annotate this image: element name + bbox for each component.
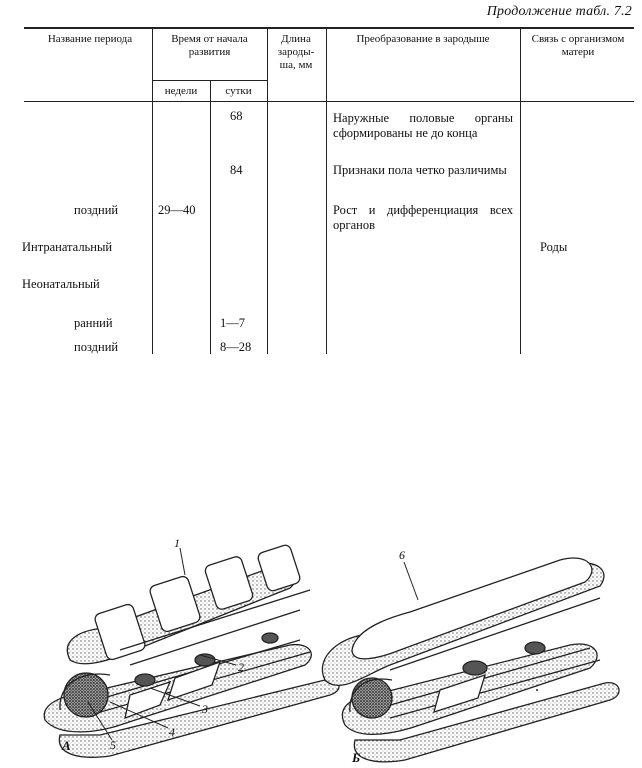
marker-6: 6 xyxy=(399,548,405,562)
header-connection: Связь с организмом матери xyxy=(531,33,625,58)
header-days: сутки xyxy=(225,85,252,97)
header-transformation: Преобразование в зародыше xyxy=(356,33,490,45)
figure-b-drawing xyxy=(322,558,619,762)
cell-period: поздний xyxy=(74,340,119,354)
header-bottom-rule xyxy=(24,101,634,102)
column-divider xyxy=(326,27,327,354)
cell-days: 1—7 xyxy=(220,316,245,330)
cell-transformation: Наружные половые органы сформированы не до конца xyxy=(333,111,513,140)
embryo-development-table xyxy=(0,0,642,360)
cell-transformation: Рост и дифференциация всех органов xyxy=(333,203,513,232)
marker-3: 3 xyxy=(202,702,208,716)
header-weeks: недели xyxy=(164,85,198,97)
cell-period: Интранатальный xyxy=(22,240,113,254)
column-divider xyxy=(267,27,268,354)
cell-connection: Роды xyxy=(540,240,568,254)
cell-days: 84 xyxy=(230,163,243,177)
marker-2: 2 xyxy=(238,660,244,674)
figure-label-b: Б xyxy=(352,750,361,765)
header-period: Название периода xyxy=(47,33,133,45)
figure-label-a: А xyxy=(62,738,71,753)
cell-weeks: 29—40 xyxy=(158,203,196,217)
cell-days: 8—28 xyxy=(220,340,252,354)
table-top-rule xyxy=(24,27,634,29)
header-length: Длина зароды-ша, мм xyxy=(277,33,315,71)
marker-5: 5 xyxy=(110,738,116,752)
neural-tube-figures xyxy=(0,520,642,768)
marker-4: 4 xyxy=(169,725,175,739)
embryo-illustration xyxy=(0,520,642,768)
cell-transformation: Признаки пола четко различимы xyxy=(333,163,507,177)
table-continuation-caption: Продолжение табл. 7.2 xyxy=(486,4,632,19)
column-divider xyxy=(520,27,521,354)
cell-period: поздний xyxy=(74,203,119,217)
figure-a-drawing xyxy=(44,544,339,758)
cell-period: Неонатальный xyxy=(22,277,100,291)
header-time: Время от начала развития xyxy=(171,33,248,58)
column-divider xyxy=(152,27,153,354)
column-divider xyxy=(210,80,211,354)
cell-days: 68 xyxy=(230,109,243,123)
cell-period: ранний xyxy=(74,316,113,330)
marker-1: 1 xyxy=(174,536,180,550)
